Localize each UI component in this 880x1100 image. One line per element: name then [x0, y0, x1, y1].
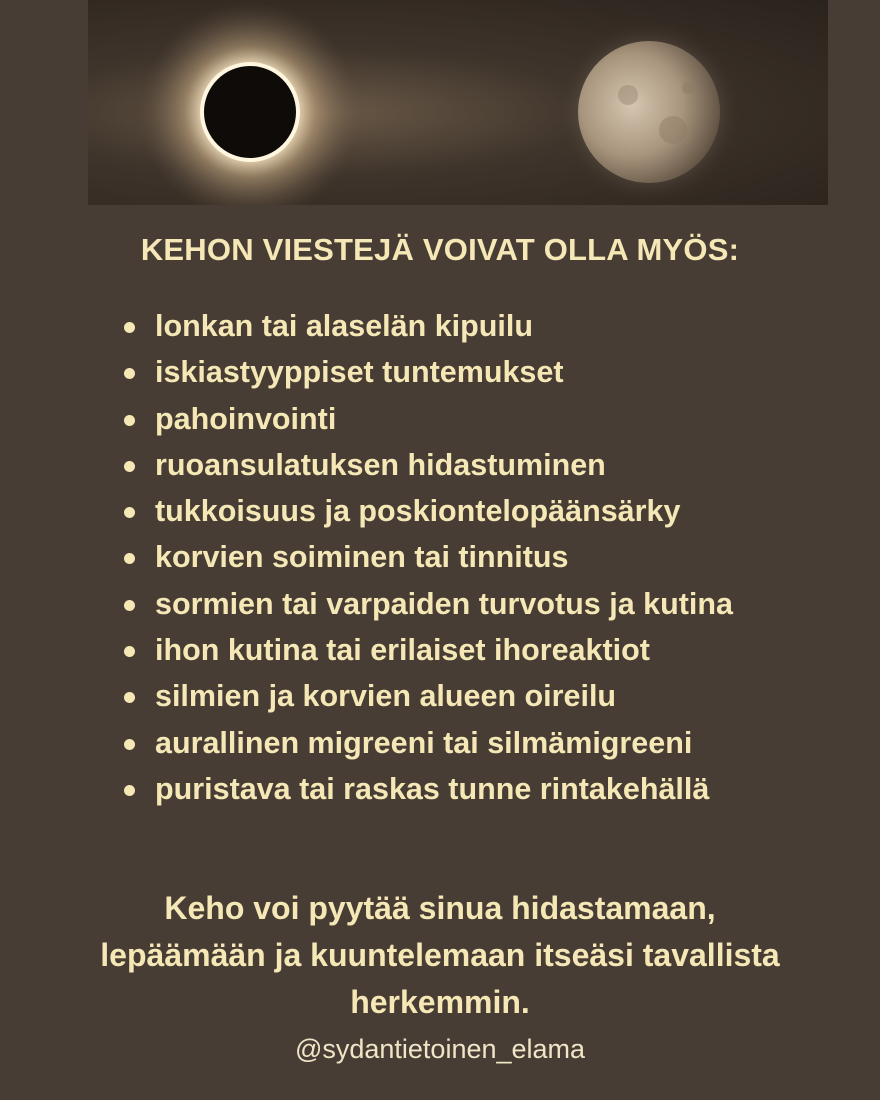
list-item — [124, 488, 844, 534]
list-item-text: aurallinen migreeni tai silmämigreeni — [155, 725, 693, 760]
list-item — [124, 349, 844, 395]
bullet-icon — [124, 646, 135, 657]
list-item — [124, 673, 844, 719]
social-handle: @sydantietoinen_elama — [294, 1034, 586, 1064]
bullet-icon — [124, 461, 135, 472]
list-item — [124, 720, 844, 766]
bullet-icon — [124, 507, 135, 518]
list-item — [124, 534, 844, 580]
list-item-text: tukkoisuus ja poskiontelopäänsärky — [155, 494, 681, 529]
list-item — [124, 581, 755, 627]
list-item-text: lonkan tai alaselän kipuilu — [155, 309, 533, 343]
list-item — [124, 766, 844, 812]
list-item — [124, 442, 844, 488]
bullet-icon — [124, 785, 135, 796]
page-heading: KEHON VIESTEJÄ VOIVAT OLLA MYÖS: — [140, 232, 740, 267]
list-item-text: korvien soiminen tai tinnitus — [155, 540, 569, 575]
bullet-icon — [124, 692, 135, 703]
list-item-text: ihon kutina tai erilaiset ihoreaktiot — [155, 633, 650, 668]
list-item — [124, 303, 844, 349]
bullet-icon — [124, 600, 135, 611]
list-item — [124, 627, 844, 673]
list-item-text: puristava tai raskas tunne rintakehällä — [155, 771, 710, 806]
bullet-icon — [124, 368, 135, 379]
list-item-text: iskiastyyppiset tuntemukset — [155, 355, 564, 390]
list-item — [124, 396, 844, 442]
list-item-text: ruoansulatuksen hidastuminen — [155, 447, 606, 482]
list-item-text: pahoinvointi — [155, 401, 337, 436]
bullet-icon — [124, 553, 135, 564]
list-item-text: silmien ja korvien alueen oireilu — [155, 679, 617, 714]
list-item-text: sormien tai varpaiden turvotus ja kutina — [155, 586, 733, 621]
eclipse-moon-image — [88, 0, 828, 205]
closing-message: Keho voi pyytää sinua hidastamaan, lepäämään ja kuuntelemaan itseäsi tavallista herkemmin. — [100, 890, 780, 1020]
bullet-icon — [124, 739, 135, 750]
bullet-icon — [124, 322, 135, 333]
symptom-list — [124, 303, 844, 812]
bullet-icon — [124, 415, 135, 426]
